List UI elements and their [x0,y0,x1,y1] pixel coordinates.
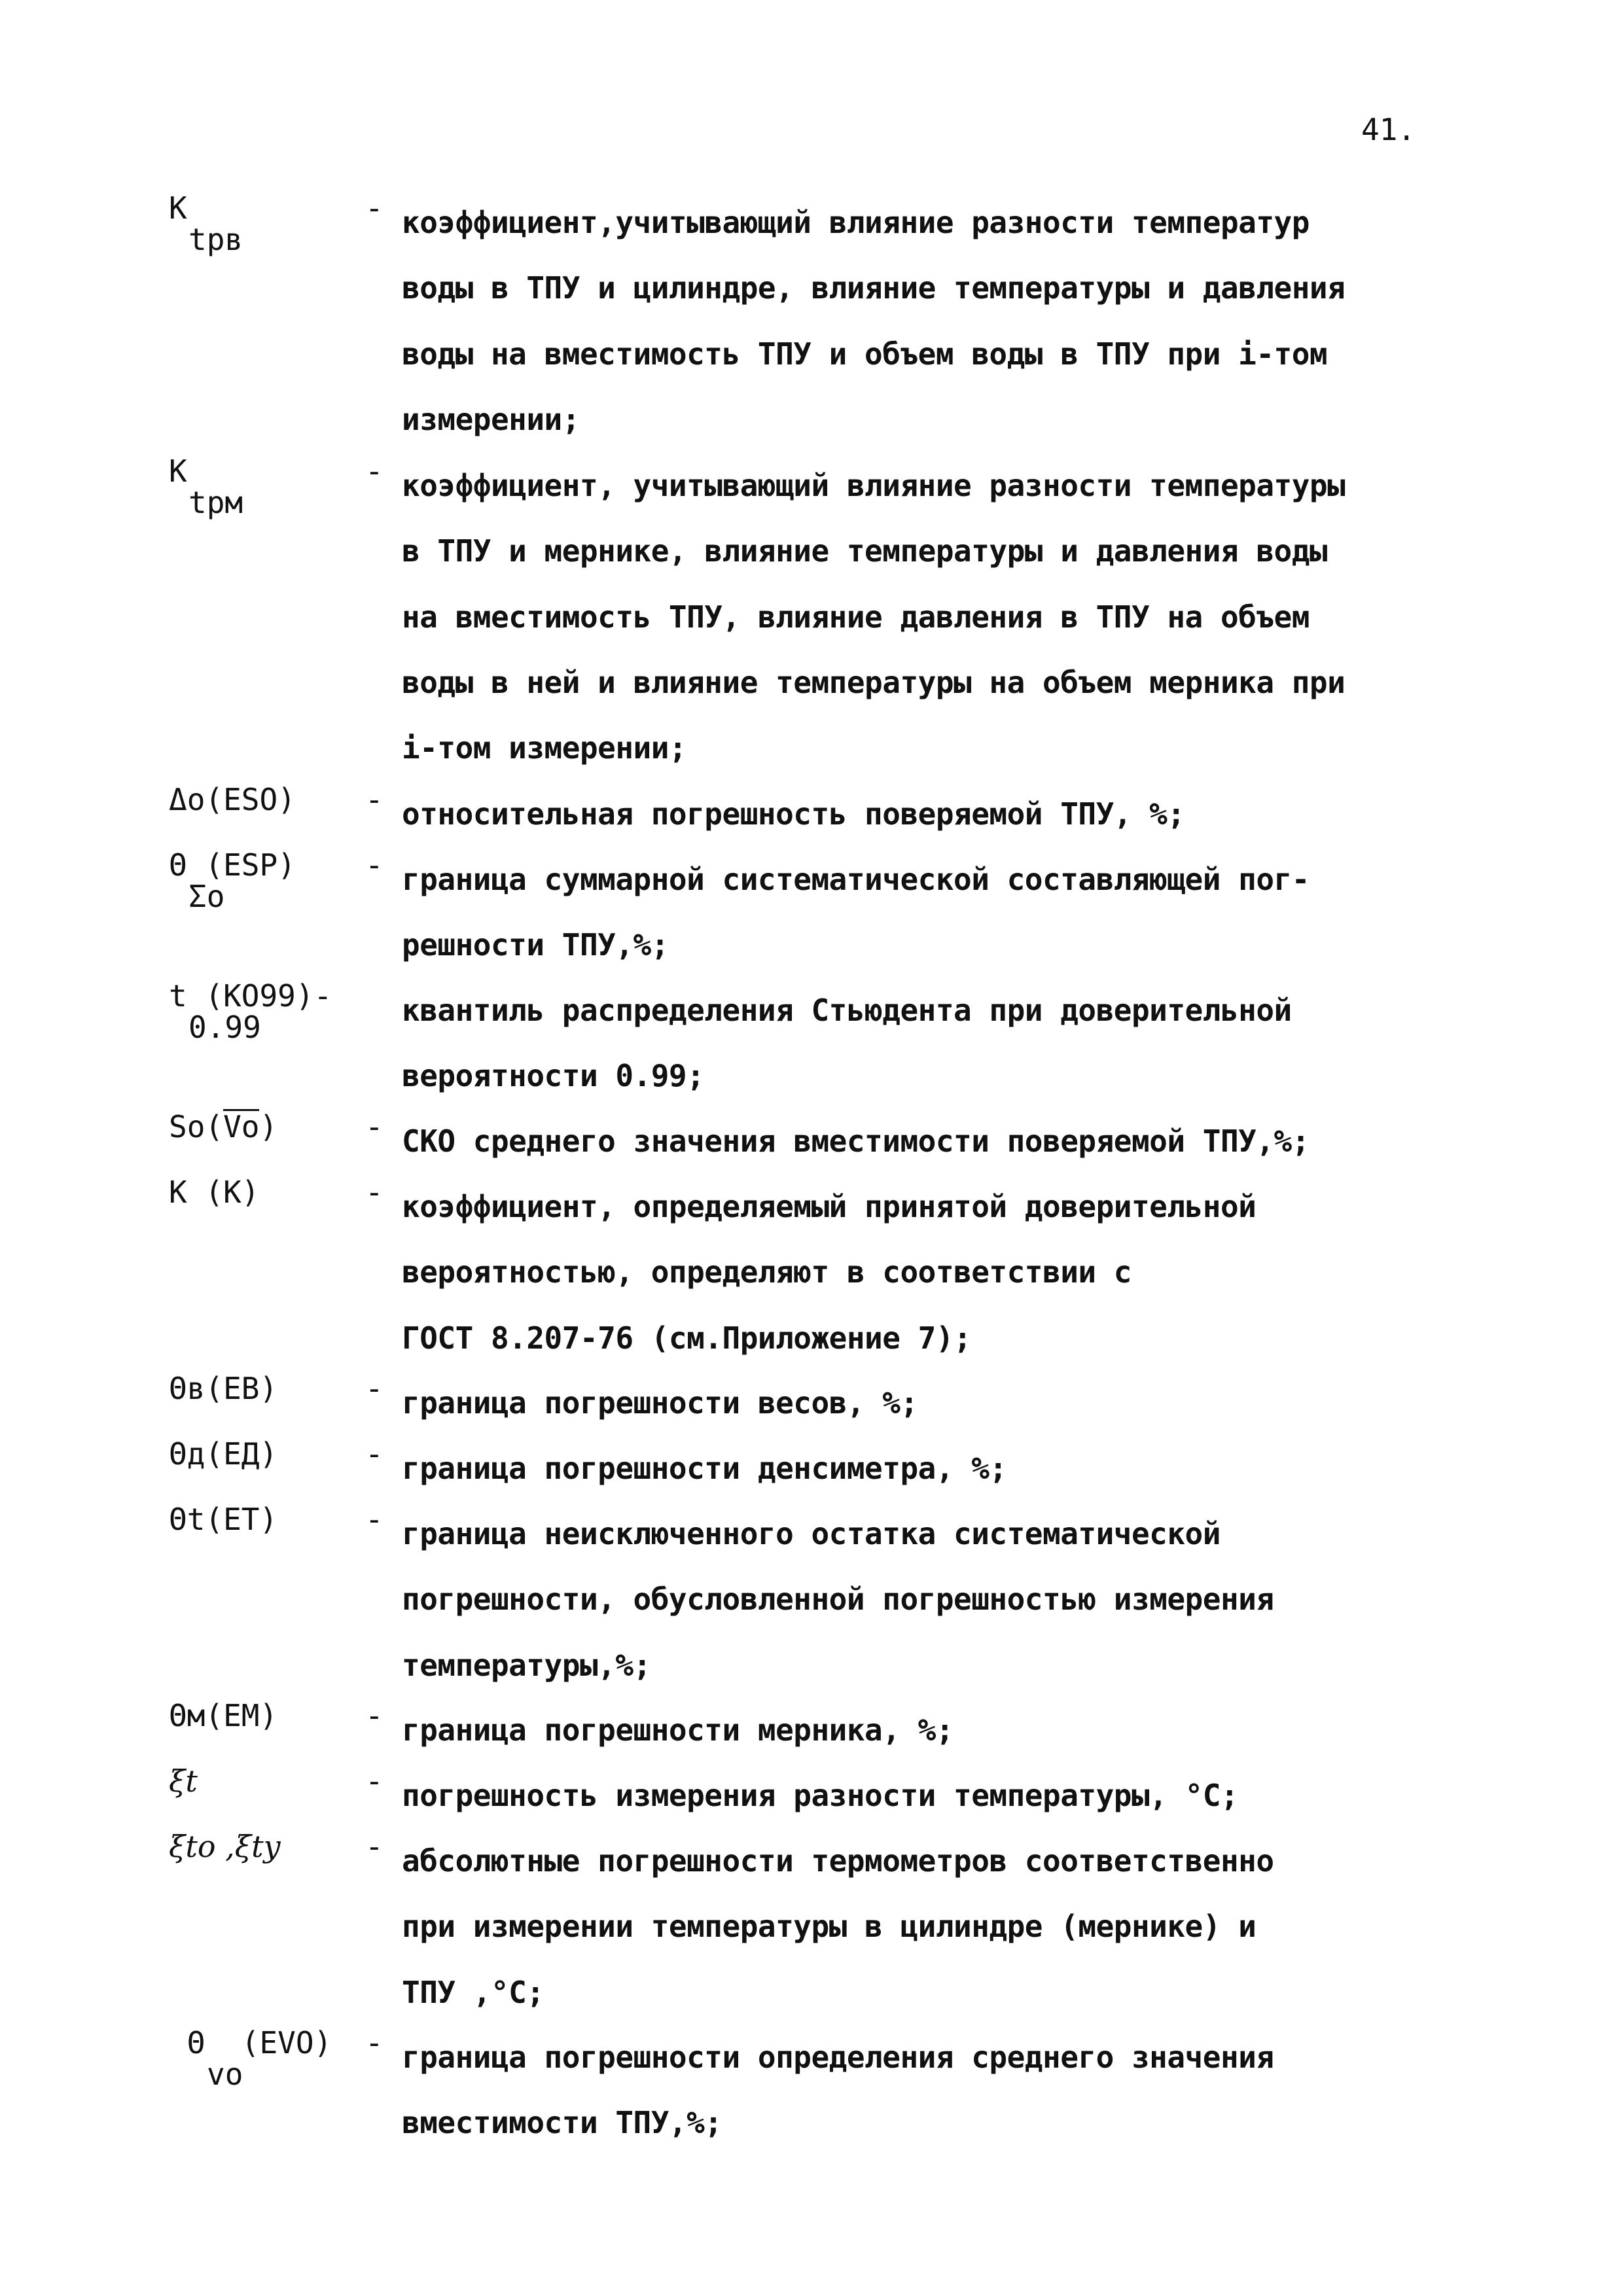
entry-description [402,978,1488,1109]
entry-subscript: vo [207,2057,243,2092]
entry-dash: - [365,1109,383,1144]
description-line: вероятности 0.99; [402,1058,705,1094]
description-line: при измерении температуры в цилиндре (мернике) и [402,1909,1257,1945]
definition-entry [0,190,1623,437]
entry-description [402,2024,1488,2156]
definition-entry [0,453,1623,766]
entry-symbol: ξt [169,1763,198,1799]
description-line: абсолютные погрешности термометров соответственно [402,1843,1274,1879]
definition-entry [0,1174,1623,1356]
entry-description [402,1828,1488,2025]
definition-entry [0,1763,1623,1813]
entry-dash: - [365,453,383,489]
entry-dash: - [365,1763,383,1799]
entry-description [402,1174,1488,1371]
entry-symbol: t (KO99)- [169,978,332,1014]
description-line: воды в ТПУ и цилиндре, влияние температуры и давления [402,270,1346,306]
entry-dash: - [365,190,383,226]
entry-subscript: Σo [188,879,225,914]
entry-symbol: Θt(ET) [169,1502,278,1537]
entry-symbol: K [169,453,187,489]
entry-dash: - [365,1371,383,1406]
description-line: коэффициент, определяемый принятой доверительной [402,1189,1257,1224]
entry-description [402,1763,1488,1828]
entry-dash: - [365,1436,383,1472]
definition-entry [0,847,1623,963]
entry-symbol: K [169,190,187,226]
description-line: граница погрешности денсиметра, %; [402,1451,1007,1486]
entry-symbol: Θ (EVO) [169,2025,332,2060]
entry-description [402,1108,1488,1174]
entry-dash: - [365,847,383,883]
entry-description [402,1697,1488,1763]
description-line: воды на вместимость ТПУ и объем воды в ТПУ при i-том [402,336,1328,372]
description-line: ГОСТ 8.207-76 (см.Приложение 7); [402,1320,972,1356]
entry-symbol: Δo(ESO) [169,782,296,817]
entry-symbol: K (K) [169,1174,260,1210]
entry-dash: - [365,1502,383,1537]
symbol-overbar: Vo [223,1109,260,1144]
definition-entry [0,1109,1623,1159]
entry-subscript: tpм [188,485,243,520]
entry-description [402,190,1488,452]
entry-subscript: 0.99 [188,1010,261,1045]
description-line: воды в ней и влияние температуры на объем мерника при [402,664,1346,700]
entry-description [402,781,1488,847]
description-line: квантиль распределения Стьюдента при доверительной [402,993,1292,1028]
description-line: измерении; [402,401,580,437]
description-line: граница погрешности определения среднего значения [402,2040,1274,2075]
symbol-suffix: ) [259,1109,278,1144]
description-line: граница неисключенного остатка систематической [402,1516,1221,1551]
entry-dash: - [365,1829,383,1864]
definition-entry [0,2025,1623,2141]
description-line: в ТПУ и мернике, влияние температуры и давления воды [402,533,1328,569]
entry-description [402,847,1488,978]
description-line: вероятностью, определяют в соответствии с [402,1254,1132,1290]
description-line: граница суммарной систематической составляющей пог- [402,862,1310,897]
definition-entry [0,1436,1623,1486]
description-line: граница погрешности весов, %; [402,1385,918,1421]
entry-symbol: Θ (ESP) [169,847,296,883]
entry-dash: - [365,1698,383,1733]
entry-symbol: Θд(EД) [169,1436,278,1472]
description-line: ТПУ ,°C; [402,1974,544,2010]
description-line: погрешность измерения разности температуры, °C; [402,1778,1239,1813]
page-number: 41. [1361,112,1416,147]
definition-entry [0,978,1623,1094]
description-line: коэффициент,учитывающий влияние разности температур [402,205,1310,240]
description-line: решности ТПУ,%; [402,927,669,963]
entry-description [402,1370,1488,1436]
entry-subscript: tpв [188,222,243,257]
description-line: температуры,%; [402,1647,651,1683]
entry-symbol [169,1108,277,1145]
description-line: i-том измерении; [402,730,687,766]
description-line: на вместимость ТПУ, влияние давления в ТПУ на объем [402,599,1310,635]
entry-dash: - [365,782,383,817]
entry-description [402,1501,1488,1698]
entry-description [402,1436,1488,1501]
symbol-prefix: So( [169,1109,224,1144]
description-line: граница погрешности мерника, %; [402,1712,954,1748]
entry-symbol: Θв(EB) [169,1371,278,1406]
description-line: СКО среднего значения вместимости поверяемой ТПУ,%; [402,1123,1310,1159]
entry-dash: - [365,1174,383,1210]
description-line: относительная погрешность поверяемой ТПУ, %; [402,796,1185,832]
entry-dash: - [365,2025,383,2060]
entry-symbol: ξto ,ξty [169,1829,281,1864]
entry-description [402,453,1488,781]
description-line: погрешности, обусловленной погрешностью измерения [402,1581,1274,1617]
description-line: вместимости ТПУ,%; [402,2105,722,2141]
description-line: коэффициент, учитывающий влияние разности температуры [402,468,1346,503]
entry-symbol: Θм(EM) [169,1698,278,1733]
